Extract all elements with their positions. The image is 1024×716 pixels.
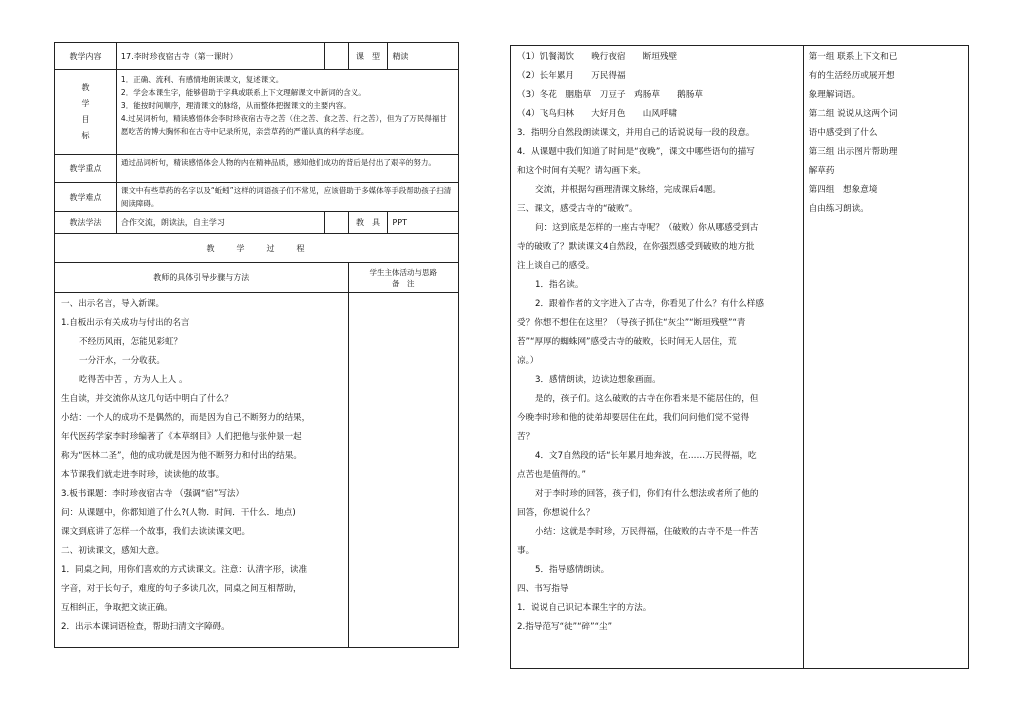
- step-line: 一分汗水，一分收获。: [79, 356, 165, 366]
- activity-line: 第三组 出示图片帮助理: [808, 147, 898, 157]
- activity-line: 第一组 联系上下文和已: [808, 52, 898, 62]
- difficulty-value: 课文中有些草药的名字以及“蚯蚓”这样的词语孩子们不常见，应该借助于多媒体等手段帮助孩子扫清阅读障碍。: [116, 183, 458, 212]
- goals-label-char: 标: [81, 131, 90, 140]
- student-column-header: 学生主体活动与思路 备 注: [348, 263, 458, 293]
- empty-cell: [324, 212, 348, 234]
- activity-line: 第四组 想象意境: [808, 185, 878, 195]
- tools-value: PPT: [388, 212, 459, 234]
- step-line: 不经历风雨，怎能见彩虹？: [79, 337, 183, 347]
- step-line: 2.指导范写“徒”“碎”“尘”: [517, 622, 613, 632]
- step-line: 问：从课题中，你都知道了什么?(人物．时间．干什么．地点): [61, 508, 296, 518]
- step-line: 交流，并根据勾画理清课文脉络，完成课后4题。: [535, 185, 721, 195]
- type-value: 精读: [388, 43, 459, 70]
- step-line: 4．从课题中我们知道了时间是“夜晚”，课文中哪些语句的描写: [517, 147, 755, 157]
- activity-line: 第二组 说说从这两个词: [808, 109, 898, 119]
- student-notes: [348, 293, 458, 648]
- teacher-column-header: 教师的具体引导步骤与方法: [55, 263, 349, 293]
- goals-label-char: 教: [81, 83, 90, 92]
- step-line: 三、课文，感受古寺的“破败”。: [517, 204, 638, 214]
- step-line: 凉。）: [517, 356, 539, 366]
- process-title: 教 学 过 程: [55, 234, 459, 263]
- method-value: 合作交流，朗读法，自主学习: [116, 212, 324, 234]
- method-label: 教法学法: [55, 212, 117, 234]
- step-line: 注上谈自己的感受。: [517, 261, 595, 271]
- step-line: 回答，你想说什么？: [517, 508, 595, 518]
- goals-label: [55, 70, 117, 155]
- step-line: 苔”“厚厚的蜘蛛网”感受古寺的破败，长时间无人居住，荒: [517, 337, 737, 347]
- teaching-steps-continued: [511, 46, 804, 669]
- activity-line: 象理解词语。: [808, 90, 861, 100]
- goals-list: [116, 70, 458, 155]
- left-page: [54, 42, 459, 648]
- step-line: 2．跟着作者的文字进入了古寺，你看见了什么？有什么样感: [535, 299, 764, 309]
- activity-line: 解草药: [808, 166, 835, 176]
- step-line: 二、初读课文，感知大意。: [61, 546, 165, 556]
- key-value: 通过品词析句，精读感悟体会人物的内在精神品质，感知他们成功的背后是付出了艰辛的努力。: [116, 155, 458, 183]
- goal-item: 4.过吴词析句，精读感悟体会李时珍夜宿古寺之苦（住之苦、食之苦、行之苦），但为了万民得福甘愿吃苦的博大胸怀和在古寺中记录所见，亲尝草药的严谨认真的科学态度。: [120, 114, 447, 136]
- step-line: 3．指明分自然段朗读课文，并用自己的话说说每一段的段意。: [517, 128, 755, 138]
- step-line: 互相纠正，争取把文读正确。: [61, 603, 173, 613]
- step-line: 课文到底讲了怎样一个故事，我们去读读课文吧。: [61, 527, 251, 537]
- teaching-steps: [55, 293, 349, 648]
- step-line: 小结：这就是李时珍，万民得福，住破败的古寺不是一件苦: [535, 527, 759, 537]
- step-line: （3）冬花 胭脂草 刀豆子 鸡肠草 鹅肠草: [517, 90, 703, 100]
- step-line: 年代医药学家李时珍编著了《本草纲目》人们把他与张仲景一起: [61, 432, 302, 442]
- step-line: 3.板书课题：李时珍夜宿古寺 （强调“宿”写法）: [61, 489, 245, 499]
- step-line: 受？你想不想住在这里？（导孩子抓住“灰尘”“断垣残壁”“青: [517, 318, 746, 328]
- activity-line: 有的生活经历或展开想: [808, 71, 895, 81]
- key-label: 教学重点: [55, 155, 117, 183]
- step-line: 1．指名读。: [535, 280, 584, 290]
- lesson-title: 17.李时珍夜宿古寺（第一课时）: [116, 43, 324, 70]
- step-line: 四、书写指导: [517, 584, 569, 594]
- step-line: 是的，孩子们。这么破败的古寺在你看来是不能居住的，但: [535, 394, 759, 404]
- step-line: 生自读，并交流你从这几句话中明白了什么？: [61, 394, 233, 404]
- continuation-table: [510, 45, 969, 669]
- step-line: 4．文7自然段的话“长年累月地奔波，在……万民得福，吃: [535, 451, 757, 461]
- step-line: 小结：一个人的成功不是偶然的，而是因为自己不断努力的结果，: [61, 413, 311, 423]
- activity-line: 自由练习朗读。: [808, 204, 869, 214]
- step-line: 对于李时珍的回答，孩子们，你们有什么想法或者所了他的: [535, 489, 759, 499]
- step-line: 寺的破败了？默读课文4自然段，在你强烈感受到破败的地方批: [517, 242, 755, 252]
- step-line: 问：这到底是怎样的一座古寺呢？（破败）你从哪感受到古: [535, 223, 759, 233]
- goal-item: 2．学会本课生字，能够借助于字典或联系上下文理解课文中新词的含义。: [120, 88, 366, 97]
- content-label: 教学内容: [55, 43, 117, 70]
- step-line: 和这个时间有关呢？请勾画下来。: [517, 166, 646, 176]
- step-line: 5．指导感情朗读。: [535, 565, 610, 575]
- step-line: （1）饥餐渴饮 晚行夜宿 断垣残壁: [517, 52, 678, 62]
- goal-item: 1．正确、流利、有感情地朗读课文，复述课文。: [120, 75, 284, 84]
- group-activities: [803, 46, 968, 669]
- step-line: 一、出示名言，导入新课。: [61, 299, 165, 309]
- step-line: 称为“医林二圣”，他的成功就是因为他不断努力和付出的结果。: [61, 451, 302, 461]
- step-line: 今晚李时珍和他的徒弟却要居住在此，我们问问他们觉不觉得: [517, 413, 750, 423]
- step-line: 3．感情朗读，边读边想象画面。: [535, 375, 661, 385]
- empty-cell: [324, 43, 348, 70]
- step-line: （2）长年累月 万民得福: [517, 71, 626, 81]
- type-label: 课 型: [348, 43, 388, 70]
- step-line: 事。: [517, 546, 535, 556]
- lesson-plan-table: [54, 42, 459, 648]
- step-line: 点苦也是值得的。”: [517, 470, 586, 480]
- goal-item: 3．能按时间顺序，理清课文的脉络，从而整体把握课文的主要内容。: [120, 101, 351, 110]
- step-line: 1．说说自己识记本课生字的方法。: [517, 603, 652, 613]
- goals-label-char: 学: [81, 99, 90, 108]
- step-line: 2．出示本课词语检查，帮助扫清文字障碍。: [61, 622, 230, 632]
- step-line: （4）飞鸟归林 大好月色 山风呼啸: [517, 109, 678, 119]
- step-line: 字音，对于长句子，难度的句子多读几次，同桌之间互相帮助，: [61, 584, 302, 594]
- goals-label-char: 目: [81, 115, 90, 124]
- activity-line: 语中感受到了什么: [808, 128, 878, 138]
- difficulty-label: 教学难点: [55, 183, 117, 212]
- step-line: 吃得苦中苦 ，方为人上人 。: [79, 375, 188, 385]
- tools-label: 教 具: [348, 212, 388, 234]
- step-line: 苦？: [517, 432, 535, 442]
- step-line: 1.自板出示有关成功与付出的名言: [61, 318, 190, 328]
- right-page: [510, 45, 969, 669]
- step-line: 本节课我们就走进李时珍，读读他的故事。: [61, 470, 225, 480]
- step-line: 1．同桌之间，用你们喜欢的方式读课文。注意：认清字形，读准: [61, 565, 308, 575]
